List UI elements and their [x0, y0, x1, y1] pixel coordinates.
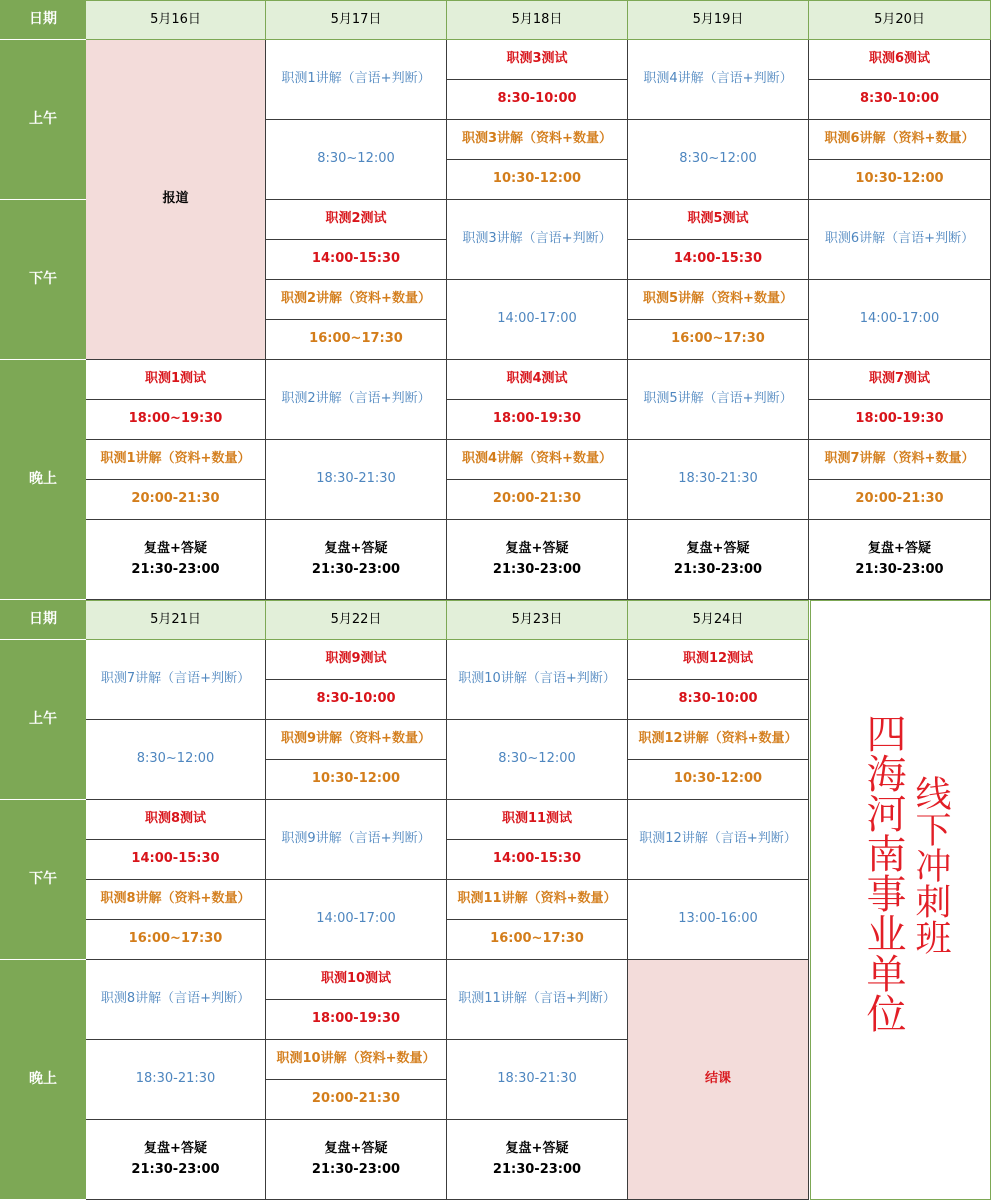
- slot-text: 职测2测试: [325, 211, 387, 227]
- schedule-slot: [628, 760, 809, 800]
- slot-text: 8:30~12:00: [317, 151, 395, 167]
- slot-text: 职测8测试: [144, 811, 207, 827]
- check-in-slot: [86, 40, 266, 360]
- slot-text: 职测11讲解（言语+判断）: [458, 991, 616, 1007]
- schedule-slot: [447, 480, 628, 520]
- slot-text: 14:00-15:30: [673, 251, 763, 267]
- slot-text: 职测9讲解（资料+数量）: [281, 731, 431, 747]
- slot-text: 20:00-21:30: [311, 1091, 401, 1107]
- schedule-slot: [447, 800, 628, 840]
- date-header-text: 5月17日: [330, 11, 382, 27]
- schedule-slot: [447, 80, 628, 120]
- schedule-slot: [809, 160, 991, 200]
- slot-text: 复盘+答疑: [324, 1140, 388, 1156]
- slot-text: 职测11测试: [501, 811, 573, 827]
- slot-text: 职测11讲解（资料+数量）: [457, 891, 617, 907]
- schedule-slot: [266, 360, 447, 440]
- date-header-text: 5月18日: [511, 11, 563, 27]
- period-label-text: 上午: [29, 711, 57, 728]
- period-label-morning: [0, 40, 86, 200]
- slot-text: 职测4讲解（言语+判断）: [643, 71, 793, 87]
- slot-text: 14:00-15:30: [492, 851, 582, 867]
- period-label-morning: [0, 640, 86, 800]
- period-label-afternoon: [0, 800, 86, 960]
- schedule-slot: [628, 640, 809, 680]
- schedule-slot: [266, 800, 447, 880]
- schedule-slot: [86, 440, 266, 480]
- schedule-slot: [809, 440, 991, 480]
- slot-text: 21:30-23:00: [131, 561, 220, 577]
- schedule-slot: [266, 240, 447, 280]
- date-header-text: 5月23日: [511, 611, 563, 627]
- schedule-slot: [86, 400, 266, 440]
- slot-text: 职测6测试: [868, 51, 931, 67]
- schedule-slot: [447, 1120, 628, 1200]
- date-header-cell: [628, 0, 809, 40]
- slot-text: 职测9测试: [325, 651, 387, 667]
- slot-text: 20:00-21:30: [855, 491, 944, 507]
- schedule-slot: [809, 480, 991, 520]
- schedule-slot: [447, 200, 628, 280]
- schedule-slot: [266, 880, 447, 960]
- date-header-cell: [628, 600, 809, 640]
- schedule-slot: [266, 1000, 447, 1040]
- slot-text: 职测7测试: [868, 371, 931, 387]
- schedule-slot: [447, 840, 628, 880]
- schedule-slot: [447, 120, 628, 160]
- slot-text: 18:00-19:30: [492, 411, 582, 427]
- schedule-slot: [266, 960, 447, 1000]
- slot-text: 职测5测试: [687, 211, 749, 227]
- schedule-slot: [809, 520, 991, 600]
- schedule-slot: [86, 920, 266, 960]
- schedule-slot: [809, 200, 991, 280]
- schedule-slot: [628, 800, 809, 880]
- schedule-slot: [628, 320, 809, 360]
- schedule-slot: [86, 840, 266, 880]
- slot-text: 16:00~17:30: [128, 931, 223, 947]
- schedule-slot: [86, 800, 266, 840]
- schedule-slot: [266, 280, 447, 320]
- period-label-text: 下午: [29, 271, 57, 288]
- slot-text: 职测12讲解（资料+数量）: [638, 731, 798, 747]
- schedule-slot: [266, 40, 447, 120]
- slot-text: 职测12讲解（言语+判断）: [639, 831, 797, 847]
- slot-text: 21:30-23:00: [131, 1161, 220, 1177]
- slot-text: 21:30-23:00: [855, 561, 944, 577]
- brand-banner: [810, 600, 991, 1200]
- schedule-slot: [266, 1120, 447, 1200]
- schedule-slot: [447, 360, 628, 400]
- slot-text: 职测4讲解（资料+数量）: [462, 451, 612, 467]
- date-header-cell: [86, 0, 266, 40]
- schedule-slot: [628, 200, 809, 240]
- schedule-slot: [809, 120, 991, 160]
- slot-text: 职测8讲解（资料+数量）: [100, 891, 251, 907]
- schedule-slot: [266, 200, 447, 240]
- slot-text: 8:30-10:00: [497, 91, 577, 107]
- schedule-slot: [266, 520, 447, 600]
- schedule-slot: [86, 1040, 266, 1120]
- slot-text: 结课: [704, 1071, 731, 1087]
- schedule-slot: [86, 720, 266, 800]
- slot-text: 复盘+答疑: [324, 540, 388, 556]
- schedule-slot: [628, 40, 809, 120]
- slot-text: 18:00~19:30: [128, 411, 223, 427]
- slot-text: 21:30-23:00: [311, 561, 401, 577]
- slot-text: 复盘+答疑: [144, 1140, 207, 1156]
- slot-text: 职测7讲解（资料+数量）: [824, 451, 975, 467]
- date-header-cell: [86, 600, 266, 640]
- schedule-slot: [447, 160, 628, 200]
- slot-text: 10:30-12:00: [673, 771, 763, 787]
- period-label-text: 晚上: [29, 471, 57, 488]
- date-header-cell: [809, 0, 991, 40]
- period-label-evening: [0, 960, 86, 1200]
- schedule-slot: [447, 1040, 628, 1120]
- slot-text: 职测1讲解（言语+判断）: [281, 71, 431, 87]
- schedule-slot: [809, 280, 991, 360]
- slot-text: 21:30-23:00: [673, 561, 763, 577]
- schedule-slot: [266, 680, 447, 720]
- slot-text: 18:00-19:30: [311, 1011, 401, 1027]
- schedule-slot: [628, 680, 809, 720]
- period-label-text: 晚上: [29, 1071, 57, 1088]
- slot-text: 21:30-23:00: [492, 1161, 582, 1177]
- date-header-cell: [447, 0, 628, 40]
- schedule-slot: [628, 240, 809, 280]
- slot-text: 8:30~12:00: [498, 751, 576, 767]
- date-header-label: [0, 600, 86, 640]
- slot-text: 18:30-21:30: [497, 1071, 577, 1087]
- slot-text: 复盘+答疑: [144, 540, 207, 556]
- schedule-slot: [809, 40, 991, 80]
- schedule-slot: [628, 960, 809, 1200]
- slot-text: 职测3测试: [506, 51, 568, 67]
- slot-text: 8:30~12:00: [679, 151, 757, 167]
- schedule-slot: [266, 640, 447, 680]
- slot-text: 复盘+答疑: [505, 540, 569, 556]
- period-label-evening: [0, 360, 86, 600]
- slot-text: 职测8讲解（言语+判断）: [100, 991, 251, 1007]
- brand-main-title: 四海河南事业单位: [860, 713, 906, 1033]
- schedule-slot: [266, 720, 447, 760]
- schedule-slot: [447, 720, 628, 800]
- slot-text: 职测5讲解（言语+判断）: [643, 391, 793, 407]
- date-header-text: 5月22日: [330, 611, 382, 627]
- schedule-slot: [266, 760, 447, 800]
- slot-text: 18:30-21:30: [135, 1071, 216, 1087]
- slot-text: 复盘+答疑: [868, 540, 931, 556]
- slot-text: 职测6讲解（资料+数量）: [824, 131, 975, 147]
- slot-text: 8:30-10:00: [316, 691, 396, 707]
- slot-text: 14:00-15:30: [311, 251, 401, 267]
- date-header-text: 5月16日: [150, 11, 201, 27]
- slot-text: 职测10讲解（资料+数量）: [276, 1051, 436, 1067]
- schedule-slot: [266, 1080, 447, 1120]
- schedule-slot: [628, 520, 809, 600]
- slot-text: 报道: [162, 191, 189, 207]
- date-header-cell: [266, 600, 447, 640]
- slot-text: 职测5讲解（资料+数量）: [643, 291, 793, 307]
- date-header-label: [0, 0, 86, 40]
- slot-text: 14:00-15:30: [131, 851, 220, 867]
- date-header-text: 5月19日: [692, 11, 744, 27]
- schedule-slot: [447, 880, 628, 920]
- schedule-slot: [628, 360, 809, 440]
- slot-text: 10:30-12:00: [855, 171, 944, 187]
- slot-text: 21:30-23:00: [492, 561, 582, 577]
- date-header-text: 5月21日: [150, 611, 201, 627]
- slot-text: 21:30-23:00: [311, 1161, 401, 1177]
- slot-text: 16:00~17:30: [309, 331, 403, 347]
- schedule-slot: [266, 1040, 447, 1080]
- schedule-slot: [447, 920, 628, 960]
- schedule-slot: [809, 80, 991, 120]
- slot-text: 职测1讲解（资料+数量）: [100, 451, 251, 467]
- schedule-slot: [628, 280, 809, 320]
- slot-text: 职测1测试: [144, 371, 207, 387]
- slot-text: 职测3讲解（言语+判断）: [462, 231, 612, 247]
- schedule-slot: [447, 440, 628, 480]
- brand-sub-title: 线下冲刺班: [910, 775, 951, 955]
- slot-text: 职测2讲解（资料+数量）: [281, 291, 431, 307]
- schedule-slot: [447, 400, 628, 440]
- schedule-slot: [447, 960, 628, 1040]
- schedule-slot: [86, 640, 266, 720]
- schedule-slot: [86, 960, 266, 1040]
- date-header-text: 日期: [29, 611, 57, 628]
- slot-text: 10:30-12:00: [492, 171, 582, 187]
- slot-text: 13:00-16:00: [678, 911, 758, 927]
- slot-text: 职测7讲解（言语+判断）: [100, 671, 251, 687]
- schedule-slot: [86, 880, 266, 920]
- date-header-text: 5月20日: [874, 11, 925, 27]
- slot-text: 复盘+答疑: [686, 540, 750, 556]
- date-header-text: 日期: [29, 11, 57, 28]
- schedule-slot: [447, 640, 628, 720]
- slot-text: 18:30-21:30: [678, 471, 758, 487]
- slot-text: 18:00-19:30: [855, 411, 944, 427]
- slot-text: 20:00-21:30: [131, 491, 220, 507]
- slot-text: 职测4测试: [506, 371, 568, 387]
- schedule-slot: [628, 440, 809, 520]
- slot-text: 职测10讲解（言语+判断）: [458, 671, 616, 687]
- schedule-slot: [266, 320, 447, 360]
- period-label-text: 下午: [29, 871, 57, 888]
- slot-text: 8:30-10:00: [859, 91, 940, 107]
- period-label-afternoon: [0, 200, 86, 360]
- schedule-slot: [809, 400, 991, 440]
- slot-text: 10:30-12:00: [311, 771, 401, 787]
- schedule-slot: [266, 120, 447, 200]
- schedule-slot: [266, 440, 447, 520]
- schedule-slot: [86, 480, 266, 520]
- schedule-slot: [447, 40, 628, 80]
- slot-text: 职测3讲解（资料+数量）: [462, 131, 612, 147]
- date-header-cell: [266, 0, 447, 40]
- slot-text: 职测12测试: [682, 651, 754, 667]
- schedule-slot: [86, 1120, 266, 1200]
- slot-text: 18:30-21:30: [316, 471, 396, 487]
- period-label-text: 上午: [29, 111, 57, 128]
- slot-text: 职测2讲解（言语+判断）: [281, 391, 431, 407]
- schedule-slot: [809, 360, 991, 400]
- schedule-slot: [86, 520, 266, 600]
- slot-text: 职测10测试: [320, 971, 392, 987]
- schedule-slot: [86, 360, 266, 400]
- slot-text: 职测6讲解（言语+判断）: [824, 231, 975, 247]
- slot-text: 20:00-21:30: [492, 491, 582, 507]
- slot-text: 8:30~12:00: [136, 751, 215, 767]
- date-header-text: 5月24日: [692, 611, 744, 627]
- schedule-slot: [628, 120, 809, 200]
- slot-text: 8:30-10:00: [678, 691, 758, 707]
- slot-text: 14:00-17:00: [497, 311, 577, 327]
- schedule-slot: [628, 880, 809, 960]
- slot-text: 复盘+答疑: [505, 1140, 569, 1156]
- schedule-slot: [447, 520, 628, 600]
- slot-text: 14:00-17:00: [316, 911, 396, 927]
- schedule-slot: [628, 720, 809, 760]
- slot-text: 16:00~17:30: [490, 931, 584, 947]
- slot-text: 14:00-17:00: [859, 311, 940, 327]
- schedule-slot: [447, 280, 628, 360]
- slot-text: 职测9讲解（言语+判断）: [281, 831, 431, 847]
- date-header-cell: [447, 600, 628, 640]
- slot-text: 16:00~17:30: [671, 331, 765, 347]
